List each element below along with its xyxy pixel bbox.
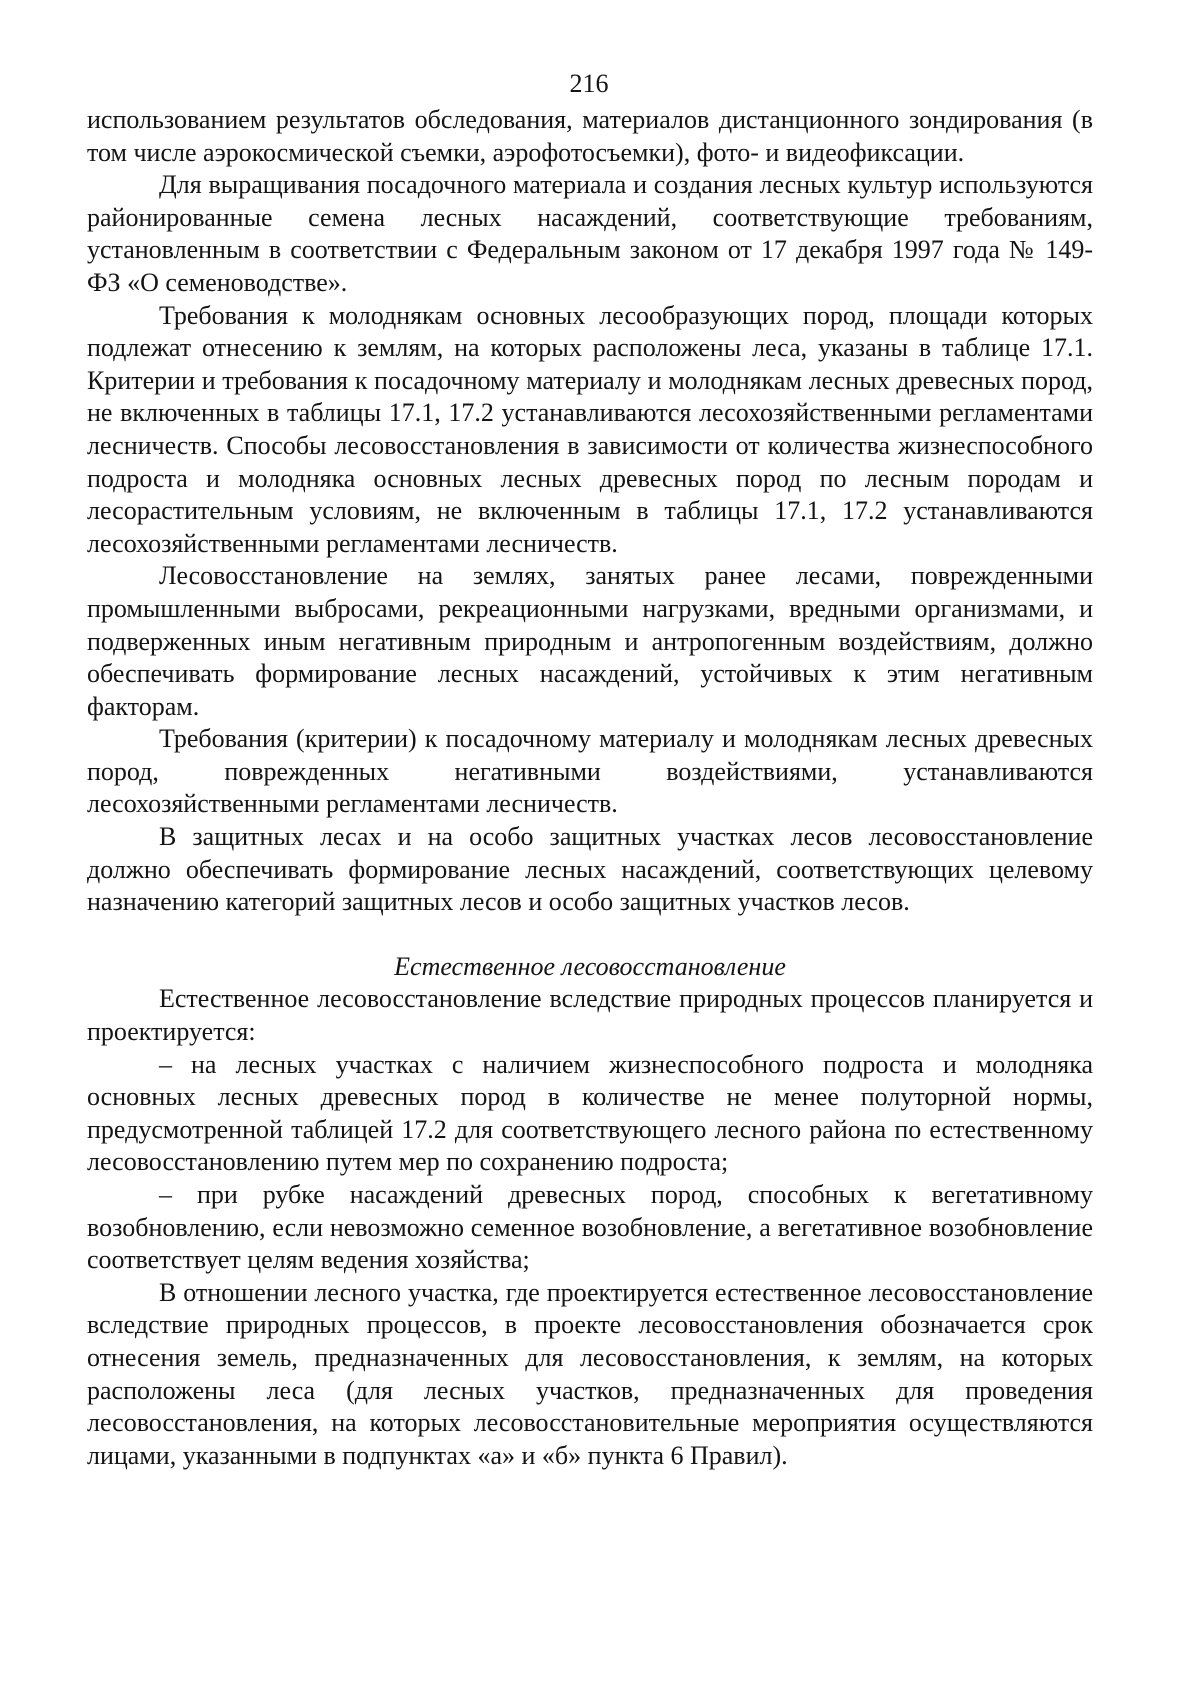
paragraph-natural-regeneration: Естественное лесовосстановление вследствие природных процессов планируется и проектируется: xyxy=(87,984,1093,1047)
paragraph-protective-forests: В защитных лесах и на особо защитных участках лесов лесовосстановление должно обеспечивать формирование лесных насаждений, соответствующих целевому назначению категорий защитных лесов и особо защитных участков лесов. xyxy=(87,822,1093,917)
paragraph-young-stands-requirements: Требования к молоднякам основных лесообразующих пород, площади которых подлежат отнесению к землям, на которых расположены леса, указаны в таблице 17.1. Критерии и требования к посадочному материалу и молоднякам лесных древесных пород, не включенных в таблицы 17.1, 17.2 устанавливаются лесохозяйственными регламентами лесничеств. Способы лесовосстановления в зависимости от количества жизнеспособного подроста и молодняка основных лесных древесных пород по лесным породам и лесорастительным условиям, не включенным в таблицы 17.1, 17.2 устанавливаются лесохозяйственными регламентами лесничеств. xyxy=(87,300,1093,558)
document-body xyxy=(87,104,1093,1472)
paragraph-damaged-criteria: Требования (критерии) к посадочному материалу и молоднякам лесных древесных пород, поврежденных негативными воздействиями, устанавливаются лесохозяйственными регламентами лесничеств. xyxy=(87,724,1093,819)
page-number: 216 xyxy=(569,69,609,98)
paragraph-seeds: Для выращивания посадочного материала и создания лесных культур используются районированные семена лесных насаждений, соответствующие требованиям, установленным в соответствии с Федеральным законом от 17 декабря 1997 года № 149-ФЗ «О семеноводстве». xyxy=(87,170,1093,297)
section-heading: Естественное лесовосстановление xyxy=(394,951,786,981)
paragraph-continuation: использованием результатов обследования, материалов дистанционного зондирования (в том числе аэрокосмической съемки, аэрофотосъемки), фото- и видеофиксации. xyxy=(87,105,1093,167)
list-item-undergrowth: – на лесных участках с наличием жизнеспособного подроста и молодняка основных лесных древесных пород в количестве не менее полуторной нормы, предусмотренной таблицей 17.2 для соответствующего лесного района по естественному лесовосстановлению путем мер по сохранению подроста; xyxy=(87,1049,1093,1177)
paragraph-project-deadline: В отношении лесного участка, где проектируется естественное лесовосстановление вследствие природных процессов, в проекте лесовосстановления обозначается срок отнесения земель, предназначенных для лесовосстановления, к землям, на которых расположены леса (для лесных участков, предназначенных для проведения лесовосстановления, на которых лесовосстановительные мероприятия осуществляются лицами, указанными в подпунктах «а» и «б» пункта 6 Правил). xyxy=(87,1277,1093,1470)
list-item-vegetative: – при рубке насаждений древесных пород, способных к вегетативному возобновлению, если невозможно семенное возобновление, а вегетативное возобновление соответствует целям ведения хозяйства; xyxy=(87,1180,1093,1275)
paragraph-damaged-lands: Лесовосстановление на землях, занятых ранее лесами, поврежденными промышленными выбросами, рекреационными нагрузками, вредными организмами, и подверженных иным негативным природным и антропогенным воздействиям, должно обеспечивать формирование лесных насаждений, устойчивых к этим негативным факторам. xyxy=(87,561,1093,721)
